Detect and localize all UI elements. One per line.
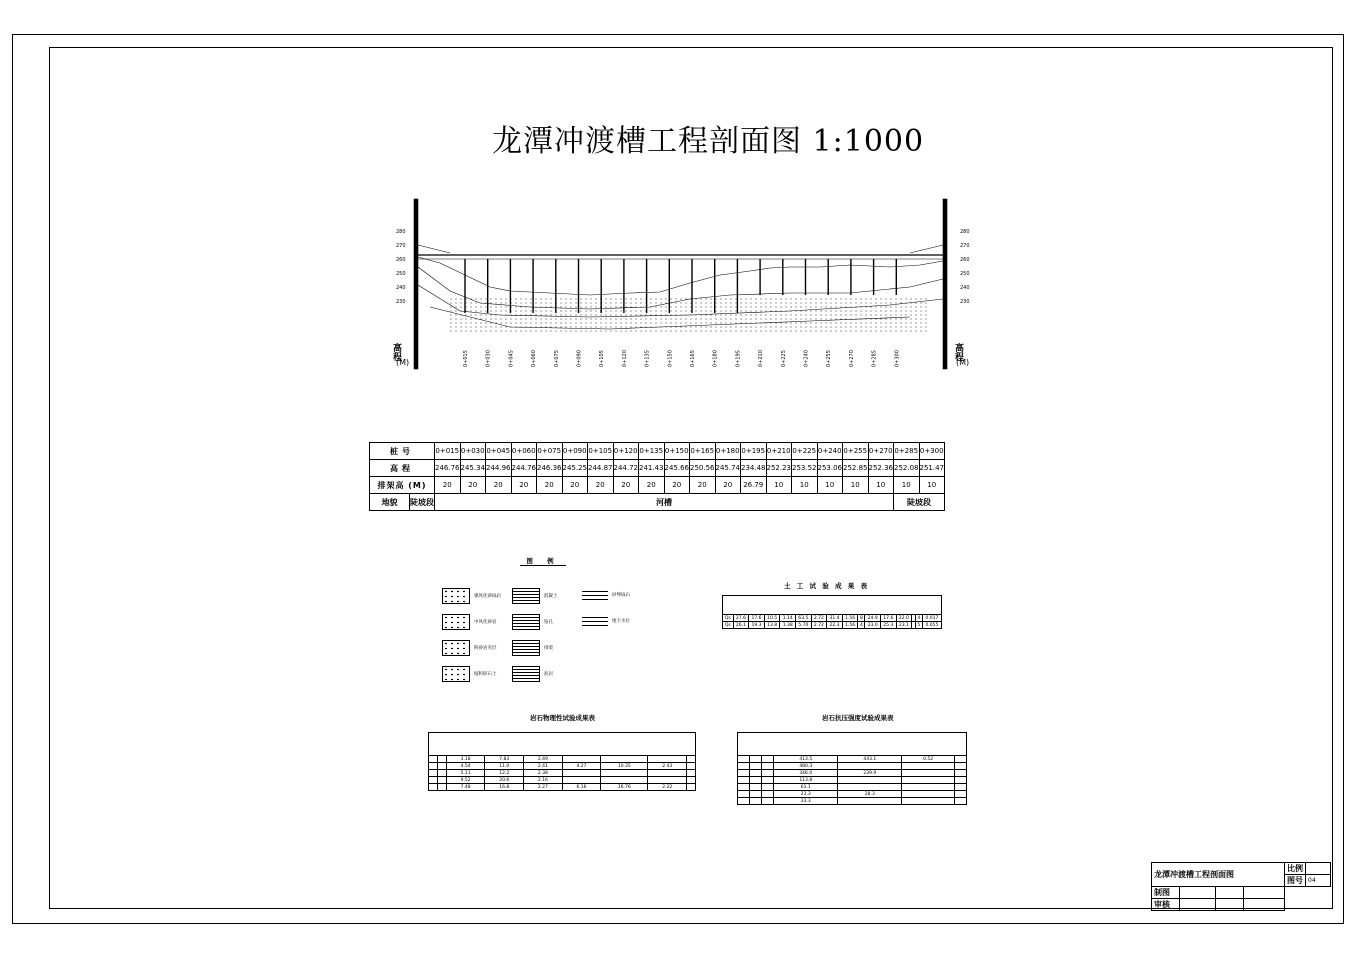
drawn-value — [1180, 887, 1216, 899]
checked-extra — [1244, 899, 1285, 911]
table-cell: 2.43 — [648, 763, 687, 770]
table-cell: Qs — [723, 622, 734, 629]
table-cell — [750, 798, 762, 805]
legend-swatch — [442, 640, 470, 656]
height-cell: 20 — [613, 477, 639, 494]
table-cell: 0.017 — [922, 615, 941, 622]
legend — [442, 588, 652, 688]
legend-item — [442, 666, 497, 682]
station-cell: 0+240 — [817, 443, 843, 460]
rock-comp-table — [737, 732, 967, 805]
station-label: 0+060 — [531, 350, 538, 367]
legend-item — [512, 588, 558, 604]
table-cell — [437, 784, 446, 791]
table-cell: 1.56 — [842, 622, 858, 629]
table-cell: 113.8 — [774, 777, 838, 784]
table-cell: 13.8 — [764, 622, 780, 629]
table-cell — [762, 798, 774, 805]
geological-profile — [390, 195, 980, 375]
legend-label: 坡积碎石土 — [474, 672, 497, 677]
station-cell: 0+210 — [766, 443, 792, 460]
elevation-cell: 246.36 — [537, 460, 563, 477]
table-cell — [429, 777, 438, 784]
table-cell: 22.3 — [827, 622, 843, 629]
slope-line-left — [418, 245, 450, 253]
station-cell: 0+015 — [435, 443, 461, 460]
table-cell — [902, 791, 955, 798]
legend-label: 强风化砂砾岩 — [474, 594, 501, 599]
station-cell: 0+165 — [690, 443, 716, 460]
table-cell: 3.18 — [446, 756, 485, 763]
drawn-date — [1216, 887, 1244, 899]
table-cell: 11.0 — [485, 763, 524, 770]
table-cell: 2.72 — [811, 615, 827, 622]
station-cell: 0+255 — [843, 443, 869, 460]
title-block-blank — [1285, 887, 1331, 911]
table-cell: Qs — [723, 615, 734, 622]
height-cell: 20 — [537, 477, 563, 494]
checked-value — [1180, 899, 1216, 911]
height-cell: 10 — [919, 477, 945, 494]
table-cell: 24.9 — [865, 615, 881, 622]
station-label: 0+090 — [576, 350, 583, 367]
table-cell: 0.52 — [902, 756, 955, 763]
elev-tick-right: 260 — [960, 257, 970, 263]
table-cell: 7.83 — [485, 756, 524, 763]
legend-item — [442, 588, 501, 604]
station-label: 0+210 — [758, 350, 765, 367]
rock-phys-table — [428, 732, 696, 791]
rock-phys-title: 岩石物理性试验成果表 — [530, 714, 595, 722]
row-height-header: 排架高 (M) — [370, 477, 435, 494]
table-cell: 20.6 — [485, 777, 524, 784]
table-cell — [687, 770, 696, 777]
table-cell — [954, 763, 966, 770]
height-cell: 20 — [562, 477, 588, 494]
title-block-name: 龙潭冲渡槽工程剖面图 — [1152, 863, 1285, 887]
table-cell: 8 — [858, 615, 865, 622]
table-cell — [762, 770, 774, 777]
table-cell: 2.49 — [524, 756, 563, 763]
table-cell — [954, 777, 966, 784]
soil-table-title: 土 工 试 验 成 果 表 — [784, 582, 870, 590]
table-cell — [437, 770, 446, 777]
table-cell — [437, 777, 446, 784]
table-cell: 2.72 — [811, 622, 827, 629]
axis-unit-left: (M) — [396, 358, 410, 367]
elevation-cell: 244.72 — [613, 460, 639, 477]
table-cell — [838, 784, 902, 791]
station-cell: 0+180 — [715, 443, 741, 460]
table-cell — [437, 763, 446, 770]
elev-tick-right: 230 — [960, 299, 970, 305]
legend-label: 砂卵砾石 — [612, 593, 630, 598]
table-cell — [687, 784, 696, 791]
legend-label: 粉砂岩夹层 — [474, 646, 497, 651]
height-cell: 10 — [894, 477, 920, 494]
station-label: 0+270 — [848, 350, 855, 367]
legend-swatch — [512, 588, 540, 604]
table-cell — [437, 756, 446, 763]
weathered-boundary — [418, 267, 943, 309]
table-cell: 19.3 — [749, 622, 765, 629]
station-cell: 0+105 — [588, 443, 614, 460]
table-cell: 25.3 — [881, 622, 897, 629]
height-cell: 20 — [460, 477, 486, 494]
table-cell: 4.54 — [446, 763, 485, 770]
table-cell — [601, 770, 648, 777]
table-cell: 4 — [858, 622, 865, 629]
table-cell: 413.5 — [774, 756, 838, 763]
table-cell — [687, 756, 696, 763]
legend-title: 图 例 — [520, 556, 566, 566]
elevation-cell: 250.56 — [690, 460, 716, 477]
height-cell: 20 — [511, 477, 537, 494]
height-cell: 20 — [588, 477, 614, 494]
height-cell: 10 — [817, 477, 843, 494]
table-cell: 4 — [915, 615, 922, 622]
height-cell: 20 — [435, 477, 461, 494]
table-cell — [750, 791, 762, 798]
elevation-cell: 234.48 — [741, 460, 767, 477]
table-cell — [838, 763, 902, 770]
height-cell: 20 — [715, 477, 741, 494]
table-cell: 17.6 — [749, 615, 765, 622]
table-cell — [902, 770, 955, 777]
table-cell — [601, 777, 648, 784]
elevation-cell: 251.47 — [919, 460, 945, 477]
table-cell: 23.1 — [896, 622, 912, 629]
elevation-cell: 246.76 — [435, 460, 461, 477]
ground-line — [418, 257, 943, 295]
table-cell — [429, 763, 438, 770]
table-cell — [762, 791, 774, 798]
station-cell: 0+090 — [562, 443, 588, 460]
elevation-cell: 244.76 — [511, 460, 537, 477]
station-label: 0+285 — [871, 350, 878, 367]
legend-label: 钻孔 — [544, 620, 553, 625]
checked-label: 审核 — [1152, 899, 1180, 911]
elevation-cell: 252.85 — [843, 460, 869, 477]
height-cell: 20 — [639, 477, 665, 494]
axis-label-right: 高程 — [953, 343, 963, 361]
table-cell — [954, 784, 966, 791]
station-label: 0+075 — [553, 350, 560, 367]
interlayer-line — [430, 307, 910, 329]
table-cell: 6.16 — [562, 784, 601, 791]
legend-label: 地下水位 — [612, 619, 630, 624]
legend-swatch — [442, 666, 470, 682]
row-station-header: 桩号 — [370, 443, 435, 460]
station-cell: 0+060 — [511, 443, 537, 460]
height-cell: 20 — [486, 477, 512, 494]
table-cell — [954, 756, 966, 763]
table-cell — [648, 777, 687, 784]
table-cell — [738, 791, 750, 798]
legend-label: 泥岩 — [544, 672, 553, 677]
elevation-cell: 253.52 — [792, 460, 818, 477]
table-cell: 28.3 — [838, 791, 902, 798]
table-cell — [601, 756, 648, 763]
elevation-cell: 245.34 — [460, 460, 486, 477]
elevation-cell: 245.66 — [664, 460, 690, 477]
table-cell — [429, 770, 438, 777]
table-cell: 5.70 — [796, 622, 812, 629]
legend-label: 排架 — [544, 646, 553, 651]
station-label: 0+255 — [826, 350, 833, 367]
table-cell — [738, 770, 750, 777]
station-label: 0+120 — [621, 350, 628, 367]
elevation-cell: 241.43 — [639, 460, 665, 477]
table-cell — [429, 784, 438, 791]
table-cell: 9.52 — [446, 777, 485, 784]
table-cell — [762, 784, 774, 791]
title-block — [1151, 862, 1331, 911]
table-cell: 12.2 — [485, 770, 524, 777]
scale-value — [1306, 863, 1331, 875]
legend-item — [512, 666, 553, 682]
checked-date — [1216, 899, 1244, 911]
station-label: 0+105 — [599, 350, 606, 367]
elev-tick-left: 250 — [396, 271, 406, 277]
station-cell: 0+270 — [868, 443, 894, 460]
elevation-cell: 253.06 — [817, 460, 843, 477]
table-cell — [838, 777, 902, 784]
table-cell — [687, 763, 696, 770]
table-cell — [648, 770, 687, 777]
table-cell — [902, 798, 955, 805]
table-cell — [429, 756, 438, 763]
station-label: 0+015 — [463, 350, 469, 367]
table-cell: 346.0 — [774, 770, 838, 777]
legend-swatch — [512, 666, 540, 682]
height-cell: 20 — [664, 477, 690, 494]
legend-swatch — [512, 640, 540, 656]
height-cell: 20 — [690, 477, 716, 494]
table-cell — [902, 784, 955, 791]
table-cell — [738, 784, 750, 791]
table-cell: 1.38 — [780, 622, 796, 629]
table-cell: 31.4 — [827, 615, 843, 622]
right-elevation-bar — [943, 199, 947, 369]
table-cell — [562, 777, 601, 784]
drawing-no: 04 — [1306, 875, 1331, 887]
table-cell — [762, 756, 774, 763]
station-label: 0+030 — [485, 350, 492, 367]
table-cell: 2.38 — [524, 770, 563, 777]
table-cell: 16.76 — [601, 784, 648, 791]
station-label: 0+195 — [735, 350, 742, 367]
legend-swatch — [442, 588, 470, 604]
station-label: 0+135 — [644, 350, 651, 367]
elevation-cell: 244.87 — [588, 460, 614, 477]
elev-tick-left: 270 — [396, 243, 406, 249]
elevation-cell: 252.08 — [894, 460, 920, 477]
table-cell: 33.3 — [774, 798, 838, 805]
table-cell: 10.5 — [764, 615, 780, 622]
table-cell — [738, 763, 750, 770]
table-cell: 1.56 — [842, 615, 858, 622]
table-cell: 0.055 — [922, 622, 941, 629]
station-cell: 0+135 — [639, 443, 665, 460]
table-cell — [750, 784, 762, 791]
table-cell — [562, 756, 601, 763]
table-cell — [738, 756, 750, 763]
station-cell: 0+150 — [664, 443, 690, 460]
elev-tick-left: 280 — [396, 229, 406, 235]
row-terrain-header: 地貌 — [370, 494, 410, 511]
table-cell: 63.5 — [796, 615, 812, 622]
table-cell — [762, 777, 774, 784]
soil-table — [722, 595, 942, 629]
elevation-cell: 245.74 — [715, 460, 741, 477]
table-cell: 17.6 — [881, 615, 897, 622]
table-cell — [902, 777, 955, 784]
elev-tick-right: 270 — [960, 243, 970, 249]
table-cell — [954, 791, 966, 798]
scale-label: 比例 — [1285, 863, 1306, 875]
legend-label: 中风化砂岩 — [474, 620, 497, 625]
table-cell — [954, 798, 966, 805]
table-cell: 480.3 — [774, 763, 838, 770]
table-cell: 5.11 — [446, 770, 485, 777]
table-cell — [762, 763, 774, 770]
legend-swatch — [512, 614, 540, 630]
row-elev-header: 高程 — [370, 460, 435, 477]
legend-item — [512, 640, 553, 656]
station-cell: 0+045 — [486, 443, 512, 460]
table-cell — [750, 770, 762, 777]
table-cell: 61.1 — [774, 784, 838, 791]
terrain-right: 陡坡段 — [894, 494, 945, 511]
drawing-no-label: 图号 — [1285, 875, 1306, 887]
table-cell — [738, 777, 750, 784]
height-cell: 10 — [868, 477, 894, 494]
terrain-left: 陡坡段 — [410, 494, 435, 511]
station-cell: 0+225 — [792, 443, 818, 460]
table-cell: 2.16 — [524, 777, 563, 784]
table-cell — [738, 798, 750, 805]
station-cell: 0+120 — [613, 443, 639, 460]
station-cell: 0+075 — [537, 443, 563, 460]
table-cell — [750, 763, 762, 770]
rock-comp-title: 岩石抗压强度试验成果表 — [822, 714, 894, 722]
table-cell — [562, 770, 601, 777]
elev-tick-left: 230 — [396, 299, 406, 305]
pile-table — [369, 442, 945, 511]
height-cell: 10 — [792, 477, 818, 494]
table-cell: 23.0 — [865, 622, 881, 629]
station-cell: 0+285 — [894, 443, 920, 460]
elev-tick-right: 250 — [960, 271, 970, 277]
table-cell — [954, 770, 966, 777]
table-cell — [750, 756, 762, 763]
station-label: 0+240 — [803, 350, 810, 367]
station-label: 0+180 — [712, 350, 719, 367]
station-label: 0+150 — [667, 350, 674, 367]
elevation-cell: 252.36 — [868, 460, 894, 477]
station-cell: 0+195 — [741, 443, 767, 460]
legend-swatch — [582, 588, 608, 602]
elevation-cell: 244.96 — [486, 460, 512, 477]
station-label: 0+045 — [508, 350, 515, 367]
table-cell: 4.27 — [562, 763, 601, 770]
elev-tick-left: 240 — [396, 285, 406, 291]
elevation-cell: 252.23 — [766, 460, 792, 477]
table-cell: 1.14 — [780, 615, 796, 622]
slope-line-right — [910, 245, 943, 253]
legend-label: 混凝土 — [544, 594, 558, 599]
legend-item — [582, 588, 630, 602]
height-cell: 10 — [843, 477, 869, 494]
table-cell — [687, 777, 696, 784]
table-cell — [750, 777, 762, 784]
table-cell — [648, 756, 687, 763]
station-label: 0+300 — [894, 350, 901, 367]
table-cell — [838, 798, 902, 805]
table-cell: 2.27 — [524, 784, 563, 791]
table-cell: 443.1 — [838, 756, 902, 763]
table-cell: 23.3 — [774, 791, 838, 798]
station-cell: 0+030 — [460, 443, 486, 460]
legend-item — [442, 614, 497, 630]
table-cell: 27.6 — [733, 615, 749, 622]
legend-swatch — [582, 614, 608, 628]
legend-item — [442, 640, 497, 656]
table-cell: 10.35 — [601, 763, 648, 770]
table-cell: 2.22 — [648, 784, 687, 791]
axis-unit-right: (M) — [956, 358, 970, 367]
elev-tick-right: 240 — [960, 285, 970, 291]
table-cell: 26.1 — [733, 622, 749, 629]
elev-tick-left: 260 — [396, 257, 406, 263]
legend-swatch — [442, 614, 470, 630]
table-cell: 5 — [915, 622, 922, 629]
table-cell: 7.48 — [446, 784, 485, 791]
table-cell: 22.0 — [896, 615, 912, 622]
table-cell: 239.9 — [838, 770, 902, 777]
station-label: 0+165 — [690, 350, 696, 367]
drawn-label: 制图 — [1152, 887, 1180, 899]
drawn-extra — [1244, 887, 1285, 899]
table-cell: 16.8 — [485, 784, 524, 791]
drawing-title: 龙潭冲渡槽工程剖面图 1:1000 — [492, 124, 925, 159]
axis-label-left: 高程 — [391, 343, 401, 361]
height-cell: 10 — [766, 477, 792, 494]
height-cell: 26.79 — [741, 477, 767, 494]
station-label: 0+225 — [780, 350, 787, 367]
terrain-mid: 河槽 — [435, 494, 894, 511]
elev-tick-right: 280 — [960, 229, 970, 235]
table-cell: 2.41 — [524, 763, 563, 770]
station-cell: 0+300 — [919, 443, 945, 460]
legend-item — [582, 614, 630, 628]
legend-item — [512, 614, 553, 630]
table-cell — [902, 763, 955, 770]
elevation-cell: 245.25 — [562, 460, 588, 477]
left-elevation-bar — [414, 199, 418, 369]
